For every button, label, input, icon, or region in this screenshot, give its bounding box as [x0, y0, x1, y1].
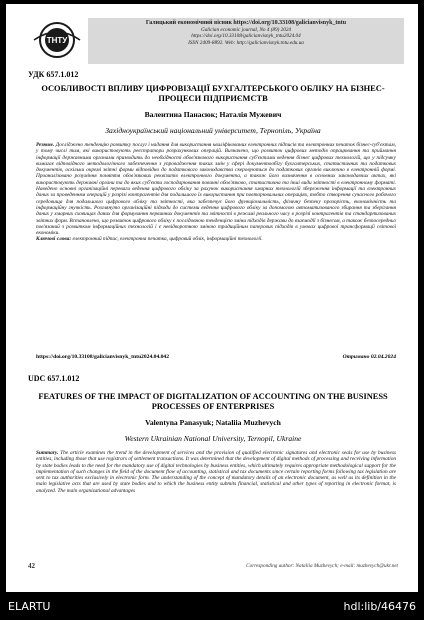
ua-abstract: [36, 142, 396, 243]
repository-bar: [0, 592, 424, 620]
ua-affiliation: Західноукраїнський національний університет, Тернопіль, Україна: [105, 126, 321, 135]
ua-authors: Валентина Панасюк; Наталія Мужевич: [144, 110, 282, 119]
ua-doi-line: [36, 354, 396, 360]
ua-keywords-label: Ключові слова:: [36, 236, 72, 243]
journal-info-box: [88, 18, 404, 64]
journal-issn-line: ISSN 2409-8892. Web: http://galicianvisnyk.tntu.edu.ua: [188, 39, 304, 46]
journal-page: [6, 4, 418, 592]
ua-abstract-text: Досліджено тенденцію розвитку послуг і надання для використання кваліфікованих електронних підписів та електронних печаток бізнес-суб'єктам, у тому числі тим, які використовують реєстратори розрахункових операцій. Визначено, що розвиток цифрових методів опрацювання та приймання інформації державними органами призводить до необхідності обов'язкового використання суб'єктами ведення бізнес цифрових технологій, що у підсумку вимагає відповідного методологічного забезпечення з упровадження таких змін у сфері документообігу бухгалтерських, статистичних та податкових документів, оскільки окремі звітні форми відповідно до податкового законодавства скеровуються до податкових органів виключно в електронній формі. Проаналізовано розуміння поняття обов'язкових реквізитів електронного документа, а також його визначення в основних законодавчих актах, які використовують державні органи та до яких суб'єкти господарювання повинні обов'язково, статистична та інші види звітності в електронному форматі. Наведено основні організаційні переваги ведення цифрового обліку за рахунок використання хмарних технологій збереження інформації та електронних даних за проведенням операцій у розрізі контрагентів для подальшого їх використання при повторювальних операціях, тобто створення сучасного робочого середовища для подальшого цифрового обліку та звітності, яка забезпечує його функціональність, фізичну безпеку прозорість, економічність та інформаційну гнучкість. Розглянуто організаційні підходи до системи ведення цифрового обліку за допомогою автоматизованого збирання та зберігання даних у хмарних сховищах даних для формування первинних документів та звітності в режимі реального часу в розрізі контрагентів та стандартизованих звітних форм. Встановлено, що розвиток цифрового обліку є послідовною тенденцією зміни підходів держави до взаємодії з бізнесом, а також безпосередньо пов'язаний з розвитком інформаційних технологій і є невідворотною зміною традиційним паперових підходів в умовах цифрової трансформації світової економіки.: [36, 142, 396, 237]
logo-text: ТНТУ: [46, 36, 68, 45]
journal-issue-line: Galician economic journal, No 4 (89) 2024: [200, 26, 292, 33]
en-affiliation: Western Ukrainian National University, Ternopil, Ukraine: [124, 434, 302, 443]
corresponding-author: Corresponding author: Nataliia Muzhevych; e-mail: muzhevych@ukr.net: [246, 563, 398, 569]
journal-header: [28, 18, 404, 64]
received-date: Отримано 02.04.2024: [342, 354, 396, 360]
en-authors: Valentyna Panasyuk; Nataliia Muzhevych: [145, 418, 281, 427]
en-title: FEATURES OF THE IMPACT OF DIGITALIZATION OF ACCOUNTING ON THE BUSINESS PROCESSES OF ENTERPRISES: [38, 392, 388, 411]
article-doi-link[interactable]: https://doi.org/10.33108/galicianvisnyk_tntu2024.04.042: [36, 354, 170, 360]
journal-title-line: Галицький економічний вісник https://doi.org/10.33108/galicianvisnyk_tntu: [145, 20, 347, 26]
page-number: 42: [28, 562, 35, 570]
en-summary-text: The article examines the trend in the development of services and the provision of qualified electronic signatures and electronic seals for use by business entities, including those that use registrars of settlement transactions. It was determined that the development of digital methods of processing and receiving information by state bodies leads to the need for the mandatory use of digital technologies by business entities, which ultimately requires appropriate methodological support for the implementation of such changes in the field of the document flow of accounting, statistical and tax documents since certain reporting forms following tax legislation are sent to tax authorities exclusively in electronic form. The understanding of the concept of mandatory details of an electronic document, as well as its definition in the main legislative acts that are used by state bodies and to which the business entity submits financial, statistical and other types of reporting in electronic format, is analyzed. The main organizational advantages: [36, 450, 396, 494]
repository-name: ELARTU: [8, 600, 51, 613]
journal-doi-line: https://doi.org/10.33108/galicianvisnyk_tntu2024.04: [191, 33, 301, 40]
ua-title: ОСОБЛИВОСТІ ВПЛИВУ ЦИФРОВІЗАЦІЇ БУХГАЛТЕРСЬКОГО ОБЛІКУ НА БІЗНЕС-ПРОЦЕСИ ПІДПРИЄМСТВ: [41, 84, 385, 103]
en-summary-label: Summary.: [36, 450, 59, 456]
udc-code: UDC 657.1.012: [28, 374, 80, 383]
page-footer: [28, 562, 398, 570]
journal-logo: [28, 20, 86, 60]
ua-keywords: електронний підпис, електронна печатка, цифровий облік, інформаційні технології.: [72, 236, 263, 243]
ua-abstract-label: Резюме.: [36, 142, 55, 148]
repository-handle[interactable]: hdl:lib/46476: [343, 600, 416, 613]
udk-code: УДК 657.1.012: [28, 70, 79, 79]
en-summary: [36, 450, 396, 494]
